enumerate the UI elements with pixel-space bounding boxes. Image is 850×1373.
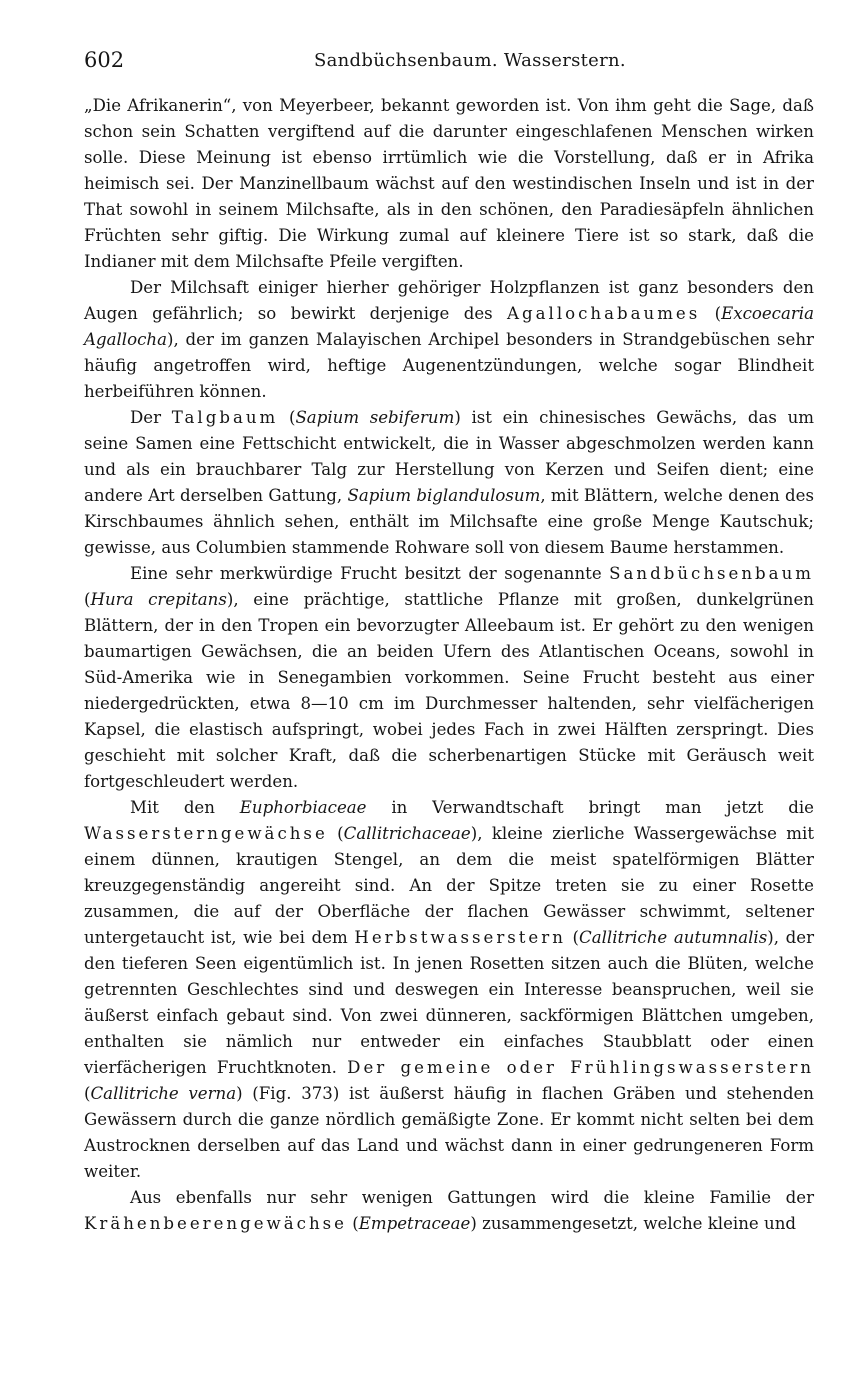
- text-segment: ), der den tieferen Seen eigentümlich ist. In jenen Rosetten sitzen auch die Blüten, welche getrennten Geschlechtes sind und deswegen ein Interesse beanspruchen, weil sie äußerst einfach gebaut sind. Von zwei dünneren, sackförmigen Blättchen umgeben, enthalten sie nämlich nur entweder ein einfaches Staubblatt oder einen vierfächerigen Fruchtknoten.: [84, 928, 815, 1077]
- latin-name: Empetraceae: [358, 1214, 471, 1233]
- text-segment: (: [84, 590, 91, 609]
- spaced-term: Agallochabaumes: [507, 304, 701, 323]
- page-header: [84, 44, 814, 76]
- text-segment: in Verwandtschaft bringt man jetzt die: [366, 798, 814, 817]
- text-segment: ), der im ganzen Malayischen Archipel besonders in Strandgebüschen sehr häufig angetroffen wird, heftige Augenentzündungen, welche sogar Blindheit herbeiführen können.: [84, 330, 814, 401]
- text-segment: ) ist ein chinesisches Gewächs, das um seine Samen eine Fettschicht entwickelt, die in Wasser abgeschmolzen werden kann und als ein brauchbarer Talg zur Herstellung von Kerzen und Seifen dient; eine andere Art derselben Gattung,: [84, 408, 814, 505]
- latin-name: Hura crepitans: [90, 590, 227, 609]
- latin-name: Sapium sebiferum: [295, 408, 455, 427]
- text-segment: (: [700, 304, 722, 323]
- text-segment: ), eine prächtige, stattliche Pflanze mit großen, dunkelgrünen Blättern, der in den Tropen ein bevorzugter Alleebaum ist. Er gehört zu den wenigen baumartigen Gewächsen, die an beiden Ufern des Atlantischen Oceans, sowohl in Süd-Amerika wie in Senegambien vorkommen. Seine Frucht besteht aus einer niedergedrückten, etwa 8—10 cm im Durchmesser haltenden, sehr vielfächerigen Kapsel, die elastisch aufspringt, wobei jedes Fach in zwei Hälften zerspringt. Dies geschieht mit solcher Kraft, daß die scherbenartigen Stücke mit Geräusch weit fortgeschleudert werden.: [84, 590, 814, 791]
- latin-name: Euphorbiaceae: [239, 798, 367, 817]
- paragraph: [84, 405, 814, 561]
- running-title: Sandbüchsenbaum. Wasserstern.: [314, 50, 626, 71]
- text-segment: „Die Afrikanerin“, von Meyerbeer, bekannt geworden ist. Von ihm geht die Sage, daß schon sein Schatten vergiftend auf die darunter eingeschlafenen Menschen wirken solle. Diese Meinung ist ebenso irrtümlich wie die Vorstellung, daß er in Afrika heimisch sei. Der Manzinellbaum wächst auf den westindischen Inseln und ist in der That sowohl in seinem Milchsafte, als in den schönen, den Paradiesäpfeln ähnlichen Früchten sehr giftig. Die Wirkung zumal auf kleinere Tiere ist so stark, daß die Indianer mit dem Milchsafte Pfeile vergiften.: [84, 96, 814, 271]
- text-segment: (: [327, 824, 344, 843]
- text-segment: ), kleine zierliche Wassergewächse mit einem dünnen, krautigen Stengel, an dem die meist spatelförmigen Blätter kreuzgegenständig angereiht sind. An der Spitze treten sie zu einer Rosette zusammen, die auf der Oberfläche der flachen Gewässer schwimmt, seltener untergetaucht ist, wie bei dem: [84, 824, 815, 947]
- latin-name: Callitriche verna: [90, 1084, 237, 1103]
- spaced-term: Krähenbeerengewächse: [84, 1214, 347, 1233]
- paragraph: [84, 561, 814, 795]
- paragraph: [84, 1185, 814, 1237]
- text-segment: Mit den: [130, 798, 240, 817]
- spaced-term: Herbstwasserstern: [354, 928, 566, 947]
- paragraph: [84, 795, 814, 1185]
- text-segment: Der Milchsaft einiger hierher gehöriger Holzpflanzen ist ganz besonders den Augen gefährlich; so bewirkt derjenige des: [84, 278, 814, 323]
- spaced-term: Der gemeine oder Frühlingswasserstern: [347, 1058, 815, 1077]
- text-segment: , mit Blättern, welche denen des Kirschbaumes ähnlich sehen, enthält im Milchsafte eine große Menge Kautschuk; gewisse, aus Columbien stammende Rohware soll von diesem Baume herstammen.: [84, 486, 814, 557]
- text-segment: Der: [130, 408, 172, 427]
- text-segment: (: [84, 1084, 91, 1103]
- spaced-term: Talgbaum: [171, 408, 279, 427]
- text-segment: (: [278, 408, 296, 427]
- spaced-term: Wassersterngewächse: [84, 824, 328, 843]
- text-segment: (: [346, 1214, 359, 1233]
- text-segment: Eine sehr merkwürdige Frucht besitzt der sogenannte: [130, 564, 610, 583]
- text-segment: ) zusammengesetzt, welche kleine und: [470, 1214, 797, 1233]
- text-segment: ) (Fig. 373) ist äußerst häufig in flachen Gräben und stehenden Gewässern durch die ganze nördlich gemäßigte Zone. Er kommt nicht selten bei dem Austrocknen derselben auf das Land und wächst dann in einer gedrungeneren Form weiter.: [84, 1084, 814, 1181]
- body-text: [84, 93, 814, 1237]
- page-number: 602: [84, 48, 125, 72]
- latin-name: Sapium biglandulosum: [347, 486, 541, 505]
- text-segment: (: [565, 928, 580, 947]
- paragraph: [84, 275, 814, 405]
- latin-name: Callitriche autumnalis: [579, 928, 768, 947]
- spaced-term: Sandbüchsenbaum: [609, 564, 814, 583]
- text-segment: Aus ebenfalls nur sehr wenigen Gattungen wird die kleine Familie der: [130, 1188, 814, 1207]
- latin-name: Excoecaria Agallocha: [84, 304, 814, 349]
- latin-name: Callitrichaceae: [343, 824, 471, 843]
- paragraph: [84, 93, 814, 275]
